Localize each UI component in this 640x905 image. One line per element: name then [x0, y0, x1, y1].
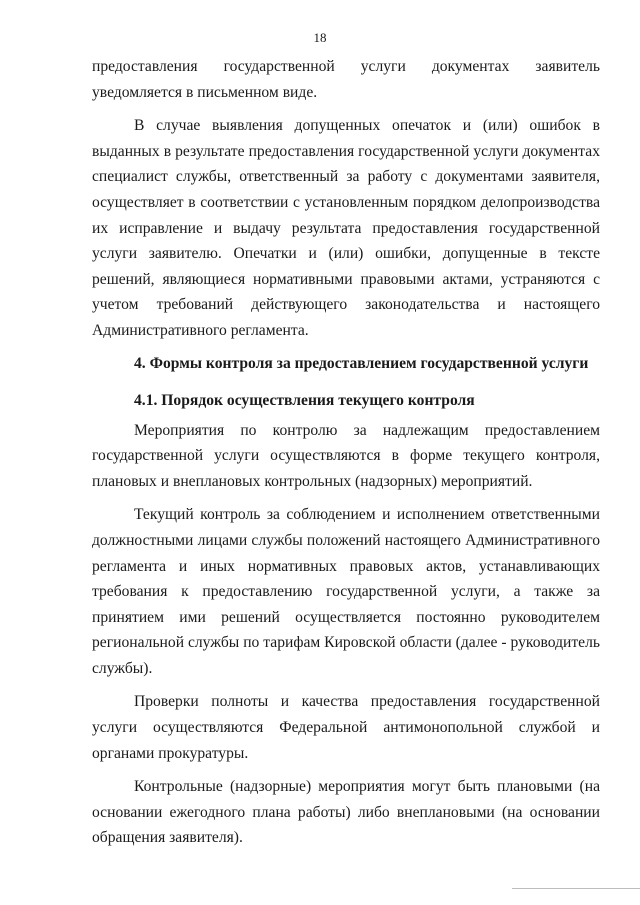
page-number: 18: [313, 30, 327, 45]
paragraph-current-control: Текущий контроль за соблюдением и исполнением ответственными должностными лицами службы положений настоящего Административного регламента и иных нормативных правовых актов, устанавливающих требования к предоставлению государственной услуги, а также за принятием ими решений осуществляется постоянно руководителем региональной службы по тарифам Кировской области (далее - руководитель службы).: [92, 506, 600, 677]
paragraph-inspections: Проверки полноты и качества предоставления государственной услуги осуществляются Федеральной антимонопольной службой и органами прокуратуры.: [92, 693, 600, 762]
section-heading: 4. Формы контроля за предоставлением государственной услуги: [134, 354, 589, 372]
paragraph-control-measures: Мероприятия по контролю за надлежащим предоставлением государственной услуги осуществляются в форме текущего контроля, плановых и внеплановых контрольных (надзорных) мероприятий.: [92, 421, 600, 490]
scan-edge-line: [512, 888, 640, 889]
paragraph-control-events: Контрольные (надзорные) мероприятия могут быть плановыми (на основании ежегодного плана работы) либо внеплановыми (на основании обращения заявителя).: [92, 778, 600, 847]
subsection-heading: 4.1. Порядок осуществления текущего контроля: [134, 391, 475, 409]
paragraph-errors-correction: В случае выявления допущенных опечаток и (или) ошибок в выданных в результате предоставления государственной услуги документах специалист службы, ответственный за работу с документами заявителя, осуществляет в соответствии с установленным порядком делопроизводства их исправление и выдачу результата предоставления государственной услуги заявителю. Опечатки и (или) ошибки, допущенные в тексте решений, являющиеся нормативными правовыми актами, устраняются с учетом требований действующего законодательства и настоящего Административного регламента.: [92, 117, 600, 339]
document-body: [92, 54, 600, 851]
paragraph-continuation: предоставления государственной услуги документах заявитель уведомляется в письменном виде.: [92, 58, 600, 101]
